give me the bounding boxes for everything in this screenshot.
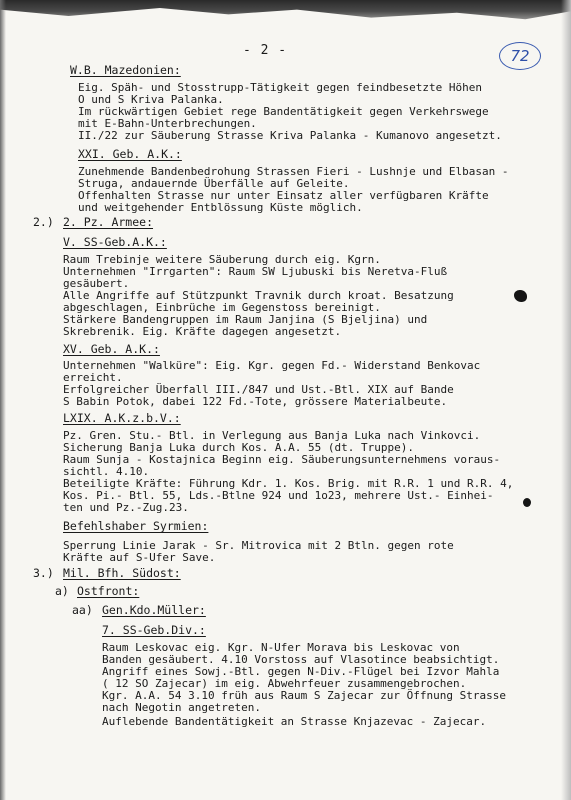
section-heading: XV. Geb. A.K.: (63, 342, 160, 356)
scan-border-left (0, 0, 6, 800)
text-line: Zunehmende Bandenbedrohung Strassen Fieri - Lushnje und Elbasan - (78, 165, 509, 178)
text-line: abgeschlagen, Einbrüche im Gegenstoss bereinigt. (63, 301, 381, 314)
text-line: gesäubert. (63, 277, 130, 290)
text-line: Unternehmen "Walküre": Eig. Kgr. gegen Fd.- Widerstand Benkovac (63, 359, 481, 372)
section-heading: Mil. Bfh. Südost: (63, 566, 181, 580)
text-line: Alle Angriffe auf Stützpunkt Travnik durch kroat. Besatzung (63, 289, 454, 302)
section-number: aa) (72, 603, 93, 617)
section-heading: Ostfront: (77, 584, 140, 598)
text-line: Skrebrenik. Eig. Kräfte dagegen angesetzt. (63, 325, 342, 338)
section-heading: W.B. Mazedonien: (70, 63, 181, 77)
section-heading: Befehlshaber Syrmien: (63, 519, 209, 533)
text-line: Offenhalten Strasse nur unter Einsatz aller verfügbaren Kräfte (78, 189, 489, 202)
text-line: mit E-Bahn-Unterbrechungen. (78, 117, 257, 130)
text-line: Banden gesäubert. 4.10 Vorstoss auf Vlasotince beabsichtigt. (102, 653, 500, 666)
text-line: Kräfte auf S-Ufer Save. (63, 551, 216, 564)
section-heading: LXIX. A.K.z.b.V.: (63, 411, 181, 425)
text-line: sichtl. 4.10. (63, 465, 150, 478)
text-line: O und S Kriva Palanka. (78, 93, 224, 106)
text-line: Raum Sunja - Kostajnica Beginn eig. Säuberungsunternehmens voraus- (63, 453, 501, 466)
ink-blot (514, 290, 527, 302)
text-line: und weitgehender Entblössung Küste möglich. (78, 201, 363, 214)
text-line: Pz. Gren. Stu.- Btl. in Verlegung aus Banja Luka nach Vinkovci. (63, 429, 481, 442)
text-line: II./22 zur Säuberung Strasse Kriva Palanka - Kumanovo angesetzt. (78, 129, 502, 142)
text-line: Eig. Späh- und Stosstrupp-Tätigkeit gegen feindbesetzte Höhen (78, 81, 482, 94)
section-number: 2.) (33, 215, 54, 229)
text-line: Stärkere Bandengruppen im Raum Janjina (S Bjeljina) und (63, 313, 428, 326)
section-heading: 7. SS-Geb.Div.: (102, 623, 206, 637)
text-line: ten und Pz.-Zug.23. (63, 501, 189, 514)
section-heading: Gen.Kdo.Müller: (102, 603, 206, 617)
text-line: erreicht. (63, 371, 123, 384)
archive-number-stamp: 72 (499, 42, 541, 70)
text-line: Im rückwärtigen Gebiet rege Bandentätigkeit gegen Verkehrswege (78, 105, 489, 118)
text-line: Erfolgreicher Überfall III./847 und Ust.-Btl. XIX auf Bande (63, 383, 454, 396)
text-line: S Babin Potok, dabei 122 Fd.-Tote, grössere Materialbeute. (63, 395, 448, 408)
text-line: Raum Trebinje weitere Säuberung durch eig. Kgrn. (63, 253, 381, 266)
page-number: - 2 - (243, 43, 288, 58)
text-line: Angriff eines Sowj.-Btl. gegen N-Div.-Flügel bei Izvor Mahla (102, 665, 500, 678)
text-line: Sperrung Linie Jarak - Sr. Mitrovica mit 2 Btln. gegen rote (63, 539, 454, 552)
scan-border-top (0, 0, 571, 32)
text-line: ( 12 SO Zajecar) im eig. Abwehrfeuer zusammengebrochen. (102, 677, 467, 690)
text-line: Beteiligte Kräfte: Führung Kdr. 1. Kos. Brig. mit R.R. 1 und R.R. 4, (63, 477, 514, 490)
text-line: Unternehmen "Irrgarten": Raum SW Ljubuski bis Neretva-Fluß (63, 265, 448, 278)
scan-border-right (561, 0, 571, 800)
section-number: a) (55, 584, 69, 598)
text-line: nach Negotin angetreten. (102, 701, 261, 714)
section-heading: XXI. Geb. A.K.: (78, 147, 182, 161)
text-line: Kos. Pi.- Btl. 55, Lds.-Btlne 924 und 1o23, mehrere Ust.- Einhei- (63, 489, 494, 502)
section-heading: 2. Pz. Armee: (63, 215, 154, 229)
section-number: 3.) (33, 566, 54, 580)
text-line: Struga, andauernde Überfälle auf Geleite. (78, 177, 350, 190)
text-line: Raum Leskovac eig. Kgr. N-Ufer Morava bis Leskovac von (102, 641, 460, 654)
ink-blot (523, 498, 531, 507)
text-line: Kgr. A.A. 54 3.10 früh aus Raum S Zajecar zur Öffnung Strasse (102, 689, 506, 702)
section-heading: V. SS-Geb.A.K.: (63, 235, 167, 249)
text-line: Auflebende Bandentätigkeit an Strasse Knjazevac - Zajecar. (102, 715, 487, 728)
text-line: Sicherung Banja Luka durch Kos. A.A. 55 (dt. Truppe). (63, 441, 414, 454)
